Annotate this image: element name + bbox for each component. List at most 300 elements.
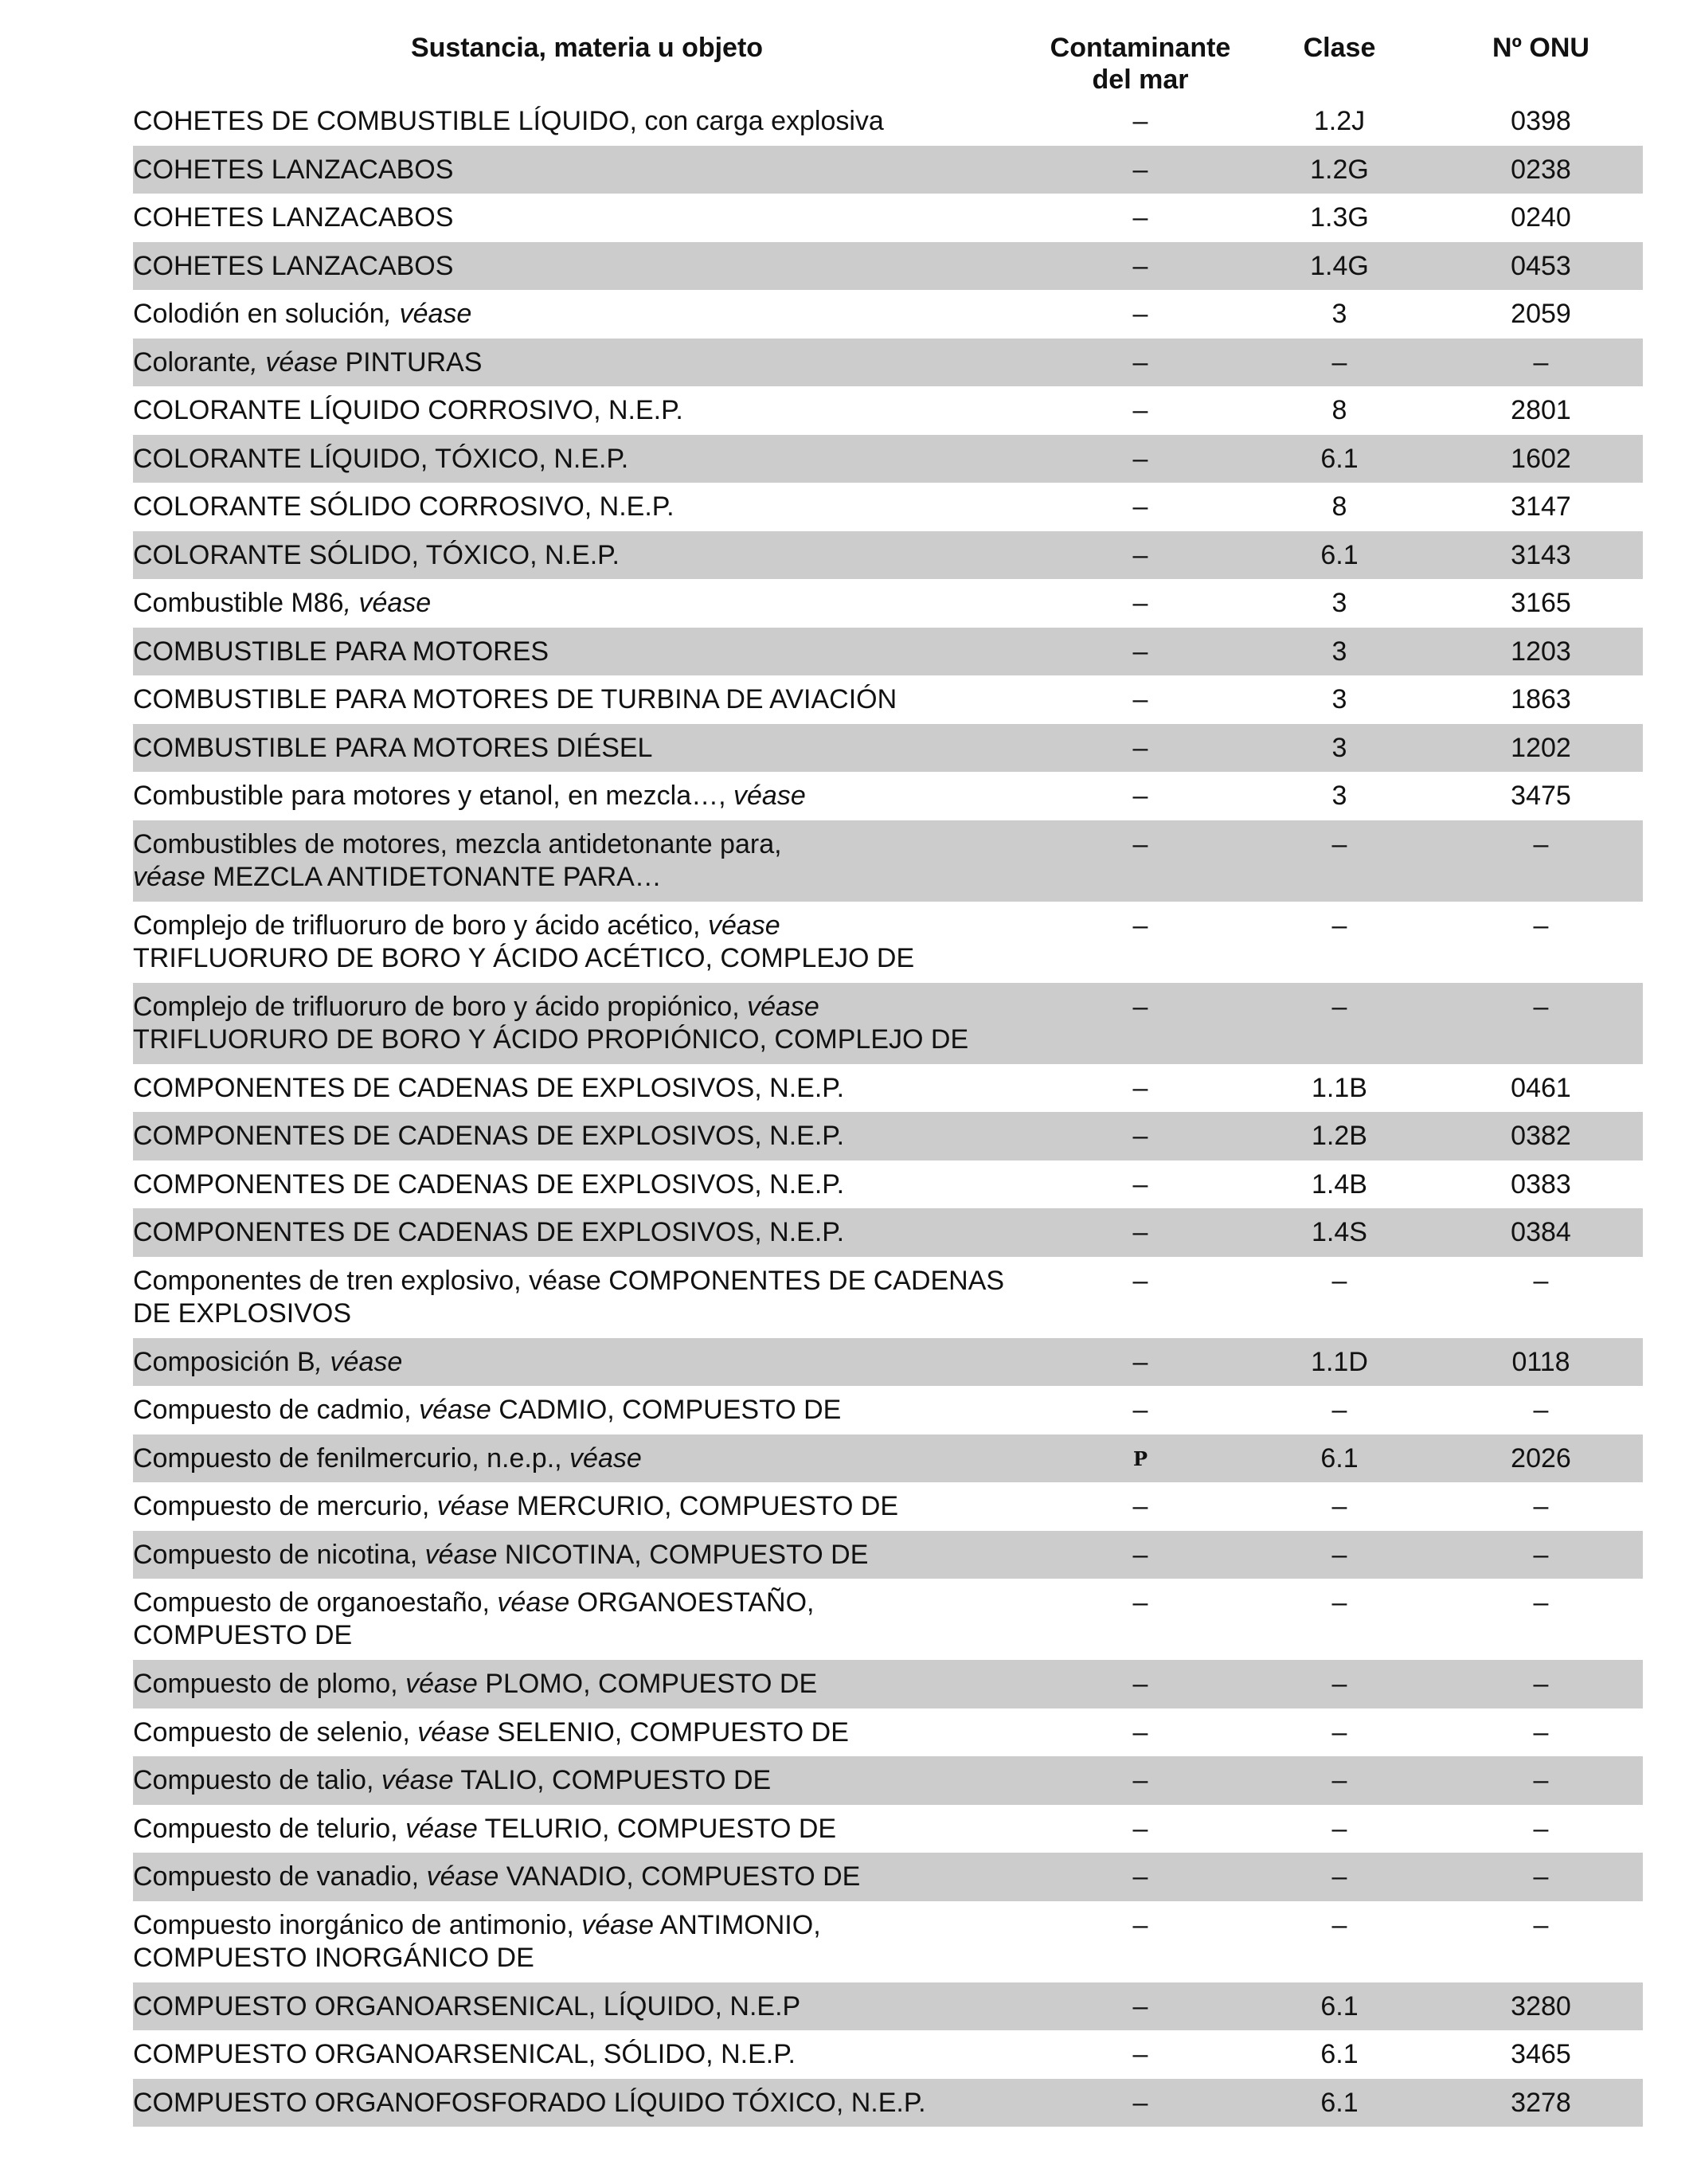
header-marine-pollutant: Contaminante del mar bbox=[1050, 33, 1231, 95]
cell-substance bbox=[133, 780, 1041, 820]
cell-substance bbox=[133, 1216, 1041, 1257]
cell-substance bbox=[133, 1909, 1041, 1982]
cell-substance bbox=[133, 1442, 1041, 1483]
cell-class: 6.1 bbox=[1320, 1442, 1359, 1474]
table-row bbox=[133, 1386, 1643, 1434]
cell-marine-pollutant: – bbox=[1132, 1395, 1148, 1425]
cell-un-number: – bbox=[1533, 1587, 1549, 1618]
cell-substance bbox=[133, 250, 1041, 291]
cell-substance bbox=[133, 1587, 1041, 1660]
table-row bbox=[133, 1338, 1643, 1387]
cell-un-number: 0384 bbox=[1511, 1217, 1571, 1247]
table-row bbox=[133, 290, 1643, 339]
substance-text: COMPUESTO DE bbox=[133, 1620, 353, 1650]
see-reference: véase bbox=[573, 1909, 654, 1940]
table-row bbox=[133, 1756, 1643, 1805]
substance-text: COMBUSTIBLE PARA MOTORES DIÉSEL bbox=[133, 732, 653, 763]
substance-text: COHETES LANZACABOS bbox=[133, 202, 454, 233]
reference-target: NICOTINA, COMPUESTO DE bbox=[497, 1539, 869, 1570]
table-header bbox=[133, 32, 1643, 97]
cell-substance bbox=[133, 1072, 1041, 1113]
cell-marine-pollutant: – bbox=[1132, 443, 1148, 474]
cell-substance bbox=[133, 910, 1041, 983]
table-row bbox=[133, 483, 1643, 531]
cell-substance bbox=[133, 202, 1041, 242]
substance-line bbox=[133, 636, 1041, 668]
substance-line bbox=[133, 828, 1041, 861]
cell-substance bbox=[133, 1265, 1041, 1338]
table-row bbox=[133, 1064, 1643, 1113]
substance-text: Compuesto de mercurio, bbox=[133, 1491, 430, 1521]
substance-line bbox=[133, 1619, 1041, 1652]
see-reference: véase bbox=[429, 1491, 510, 1521]
table-row bbox=[133, 2079, 1643, 2127]
table-row bbox=[133, 97, 1643, 146]
cell-class: – bbox=[1331, 1861, 1347, 1892]
substance-line bbox=[133, 1168, 1041, 1201]
cell-un-number: 0238 bbox=[1511, 154, 1571, 185]
cell-substance bbox=[133, 2087, 1041, 2127]
substance-text: DE EXPLOSIVOS bbox=[133, 1297, 351, 1329]
substance-text: COMPUESTO ORGANOARSENICAL, SÓLIDO, N.E.P. bbox=[133, 2039, 796, 2069]
see-reference: véase bbox=[397, 1813, 478, 1844]
reference-target: MEZCLA ANTIDETONANTE PARA… bbox=[205, 861, 662, 892]
substance-text: COMPONENTES DE CADENAS DE EXPLOSIVOS, N.E.P. bbox=[133, 1121, 845, 1151]
cell-class: – bbox=[1331, 910, 1347, 941]
cell-class: 1.3G bbox=[1310, 202, 1369, 233]
cell-class: – bbox=[1331, 1669, 1347, 1699]
cell-substance bbox=[133, 991, 1041, 1064]
substance-text: Compuesto de talio, bbox=[133, 1765, 374, 1795]
cell-marine-pollutant: – bbox=[1132, 636, 1148, 667]
table-row bbox=[133, 1160, 1643, 1209]
cell-class: 3 bbox=[1331, 732, 1347, 763]
cell-class: 6.1 bbox=[1320, 2039, 1359, 2069]
cell-class: 3 bbox=[1331, 684, 1347, 714]
cell-marine-pollutant: – bbox=[1132, 1121, 1148, 1151]
cell-class: 6.1 bbox=[1320, 539, 1359, 570]
substance-line bbox=[133, 2087, 1041, 2119]
cell-class: – bbox=[1331, 1587, 1347, 1618]
cell-marine-pollutant: – bbox=[1132, 491, 1148, 522]
cell-marine-pollutant: – bbox=[1132, 1587, 1148, 1618]
substance-text: COMPONENTES DE CADENAS DE EXPLOSIVOS, N.E.P. bbox=[133, 1217, 845, 1247]
substance-line bbox=[133, 202, 1041, 234]
substance-line bbox=[133, 910, 1041, 942]
cell-marine-pollutant: – bbox=[1132, 346, 1148, 378]
cell-class: 3 bbox=[1331, 781, 1347, 811]
substance-line bbox=[133, 1394, 1041, 1427]
table-row bbox=[133, 194, 1643, 242]
cell-un-number: – bbox=[1533, 1669, 1549, 1699]
cell-substance bbox=[133, 1813, 1041, 1853]
table-row bbox=[133, 386, 1643, 435]
substance-line bbox=[133, 1813, 1041, 1845]
cell-marine-pollutant: – bbox=[1132, 1491, 1148, 1521]
cell-marine-pollutant: – bbox=[1132, 1265, 1148, 1296]
cell-un-number: 0118 bbox=[1511, 1346, 1570, 1377]
reference-target: TELURIO, COMPUESTO DE bbox=[477, 1813, 837, 1844]
cell-un-number: – bbox=[1533, 1491, 1549, 1521]
substance-line bbox=[133, 1072, 1041, 1105]
cell-un-number: 1863 bbox=[1511, 684, 1571, 714]
cell-un-number: 0398 bbox=[1511, 106, 1571, 136]
substance-line bbox=[133, 154, 1041, 186]
cell-marine-pollutant: – bbox=[1132, 2039, 1148, 2069]
cell-marine-pollutant: – bbox=[1132, 539, 1148, 570]
cell-marine-pollutant: – bbox=[1132, 1813, 1148, 1844]
see-reference: véase bbox=[133, 861, 205, 892]
see-reference: véase bbox=[700, 910, 780, 941]
cell-class: – bbox=[1331, 1265, 1347, 1296]
substance-line bbox=[133, 1909, 1041, 1942]
cell-class: 1.4B bbox=[1312, 1168, 1367, 1200]
cell-marine-pollutant: – bbox=[1132, 1990, 1148, 2022]
cell-un-number: – bbox=[1533, 1909, 1549, 1940]
see-reference: , véase bbox=[315, 1346, 403, 1377]
cell-un-number: 0383 bbox=[1511, 1168, 1571, 1200]
substance-text: COLORANTE SÓLIDO, TÓXICO, N.E.P. bbox=[133, 539, 620, 570]
substance-text: Compuesto de nicotina, bbox=[133, 1539, 418, 1570]
reference-target: VANADIO, COMPUESTO DE bbox=[499, 1861, 861, 1892]
substance-text: COHETES DE COMBUSTIBLE LÍQUIDO, con carga explosiva bbox=[133, 106, 884, 136]
cell-substance bbox=[133, 587, 1041, 628]
substance-line bbox=[133, 780, 1041, 812]
cell-un-number: 3465 bbox=[1511, 2039, 1571, 2069]
substance-line bbox=[133, 491, 1041, 523]
cell-class: – bbox=[1331, 1491, 1347, 1521]
see-reference: véase bbox=[419, 1861, 499, 1892]
table-row bbox=[133, 628, 1643, 676]
cell-marine-pollutant: – bbox=[1132, 1861, 1148, 1892]
cell-un-number: 2801 bbox=[1511, 395, 1571, 425]
substance-text: COMBUSTIBLE PARA MOTORES bbox=[133, 636, 549, 667]
cell-class: – bbox=[1331, 828, 1347, 859]
cell-un-number: – bbox=[1533, 910, 1549, 941]
cell-class: 3 bbox=[1331, 636, 1347, 667]
cell-class: – bbox=[1331, 1765, 1347, 1795]
table-row bbox=[133, 435, 1643, 483]
substance-line bbox=[133, 1490, 1041, 1523]
substance-line bbox=[133, 1297, 1041, 1330]
substance-line bbox=[133, 1764, 1041, 1797]
substance-text: Compuesto inorgánico de antimonio, bbox=[133, 1909, 574, 1940]
cell-un-number: 3147 bbox=[1511, 491, 1571, 522]
cell-marine-pollutant: – bbox=[1132, 684, 1148, 714]
cell-substance bbox=[133, 298, 1041, 339]
cell-class: 8 bbox=[1331, 395, 1347, 425]
see-reference: véase bbox=[417, 1539, 498, 1570]
substance-text: Combustible M86 bbox=[133, 588, 344, 618]
substance-text: Compuesto de fenilmercurio, n.e.p., bbox=[133, 1442, 562, 1474]
cell-marine-pollutant: – bbox=[1132, 910, 1148, 941]
reference-target: PLOMO, COMPUESTO DE bbox=[477, 1669, 818, 1699]
header-un-number: Nº ONU bbox=[1492, 33, 1589, 63]
cell-marine-pollutant: – bbox=[1132, 1716, 1148, 1748]
table-row bbox=[133, 1805, 1643, 1853]
cell-class: 3 bbox=[1331, 299, 1347, 329]
cell-un-number: 2026 bbox=[1511, 1442, 1571, 1474]
substance-text: Combustible para motores y etanol, en mezcla…, bbox=[133, 781, 726, 811]
header-substance: Sustancia, materia u objeto bbox=[410, 33, 764, 63]
substance-text: Colorante bbox=[133, 346, 251, 378]
table-row bbox=[133, 1901, 1643, 1982]
substance-text: COMPUESTO INORGÁNICO DE bbox=[133, 1942, 534, 1973]
cell-un-number: 0240 bbox=[1511, 202, 1571, 233]
cell-class: – bbox=[1331, 1395, 1347, 1425]
see-reference: véase bbox=[489, 1587, 570, 1618]
cell-class: 1.4G bbox=[1310, 250, 1369, 281]
table-row bbox=[133, 1708, 1643, 1757]
dangerous-goods-index-page bbox=[133, 32, 1643, 2127]
cell-marine-pollutant: – bbox=[1132, 2087, 1148, 2118]
substance-line bbox=[133, 1587, 1041, 1619]
cell-substance bbox=[133, 1861, 1041, 1901]
table-row bbox=[133, 579, 1643, 628]
substance-line bbox=[133, 861, 1041, 894]
cell-substance bbox=[133, 1990, 1041, 2031]
cell-substance bbox=[133, 346, 1041, 387]
substance-line bbox=[133, 539, 1041, 572]
see-reference: véase bbox=[411, 1395, 491, 1425]
substance-line bbox=[133, 298, 1041, 331]
substance-line bbox=[133, 683, 1041, 716]
reference-target: PINTURAS bbox=[338, 346, 483, 378]
cell-substance bbox=[133, 1346, 1041, 1387]
cell-class: 6.1 bbox=[1320, 1990, 1359, 2022]
cell-marine-pollutant: – bbox=[1132, 781, 1148, 811]
substance-line bbox=[133, 1024, 1041, 1056]
cell-un-number: – bbox=[1533, 1861, 1549, 1892]
cell-marine-pollutant: – bbox=[1132, 202, 1148, 233]
cell-un-number: – bbox=[1533, 991, 1549, 1022]
table-row bbox=[133, 1853, 1643, 1901]
cell-class: – bbox=[1331, 346, 1347, 378]
table-row bbox=[133, 772, 1643, 820]
cell-class: 3 bbox=[1331, 588, 1347, 618]
cell-marine-pollutant: – bbox=[1132, 106, 1148, 136]
see-reference: véase bbox=[397, 1669, 478, 1699]
cell-substance bbox=[133, 1668, 1041, 1708]
cell-un-number: 3143 bbox=[1511, 539, 1571, 570]
substance-line bbox=[133, 443, 1041, 476]
reference-target: CADMIO, COMPUESTO DE bbox=[491, 1395, 842, 1425]
see-reference: véase bbox=[561, 1442, 642, 1474]
cell-un-number: 3165 bbox=[1511, 588, 1571, 618]
cell-substance bbox=[133, 683, 1041, 724]
see-reference: véase bbox=[725, 781, 806, 811]
cell-substance bbox=[133, 2038, 1041, 2079]
table-row bbox=[133, 675, 1643, 724]
cell-marine-pollutant: – bbox=[1132, 1765, 1148, 1795]
cell-substance bbox=[133, 154, 1041, 194]
cell-substance bbox=[133, 394, 1041, 435]
substance-text: COMPONENTES DE CADENAS DE EXPLOSIVOS, N.E.P. bbox=[133, 1072, 845, 1103]
cell-un-number: 1602 bbox=[1511, 443, 1571, 474]
cell-class: 6.1 bbox=[1320, 443, 1359, 474]
cell-class: – bbox=[1331, 1539, 1347, 1570]
table-row bbox=[133, 339, 1643, 387]
substance-line bbox=[133, 991, 1041, 1024]
cell-class: – bbox=[1331, 1716, 1347, 1748]
cell-substance bbox=[133, 1716, 1041, 1757]
substance-line bbox=[133, 394, 1041, 427]
cell-substance bbox=[133, 1490, 1041, 1531]
cell-marine-pollutant: – bbox=[1132, 395, 1148, 425]
table-row bbox=[133, 1112, 1643, 1160]
cell-substance bbox=[133, 1394, 1041, 1434]
cell-un-number: – bbox=[1533, 1716, 1549, 1748]
substance-line bbox=[133, 1668, 1041, 1701]
substance-line bbox=[133, 1120, 1041, 1153]
table-row bbox=[133, 820, 1643, 902]
table-row bbox=[133, 1531, 1643, 1579]
cell-marine-pollutant: – bbox=[1132, 1072, 1148, 1103]
cell-substance bbox=[133, 491, 1041, 531]
reference-target: MERCURIO, COMPUESTO DE bbox=[509, 1491, 899, 1521]
substance-text: COMBUSTIBLE PARA MOTORES DE TURBINA DE AVIACIÓN bbox=[133, 684, 897, 714]
reference-target: TALIO, COMPUESTO DE bbox=[453, 1765, 772, 1795]
substance-line bbox=[133, 1716, 1041, 1749]
reference-target: SELENIO, COMPUESTO DE bbox=[489, 1716, 849, 1748]
table-body bbox=[133, 97, 1643, 2127]
cell-marine-pollutant: – bbox=[1132, 1909, 1148, 1940]
substance-line bbox=[133, 1442, 1041, 1475]
cell-substance bbox=[133, 1764, 1041, 1805]
cell-un-number: 3280 bbox=[1511, 1990, 1571, 2022]
substance-text: TRIFLUORURO DE BORO Y ÁCIDO ACÉTICO, COMPLEJO DE bbox=[133, 942, 915, 973]
substance-text: COMPUESTO ORGANOFOSFORADO LÍQUIDO TÓXICO, N.E.P. bbox=[133, 2087, 926, 2118]
see-reference: véase bbox=[739, 991, 819, 1022]
substance-text: COLORANTE SÓLIDO CORROSIVO, N.E.P. bbox=[133, 491, 674, 522]
see-reference: véase bbox=[409, 1716, 490, 1748]
substance-line bbox=[133, 250, 1041, 283]
table-row bbox=[133, 1257, 1643, 1338]
see-reference: , véase bbox=[250, 346, 338, 378]
substance-text: TRIFLUORURO DE BORO Y ÁCIDO PROPIÓNICO, COMPLEJO DE bbox=[133, 1024, 969, 1055]
cell-substance bbox=[133, 1168, 1041, 1209]
table-row bbox=[133, 1434, 1643, 1483]
substance-line bbox=[133, 1942, 1041, 1975]
substance-text: Colodión en solución bbox=[133, 299, 385, 329]
substance-text: COHETES LANZACABOS bbox=[133, 250, 454, 281]
substance-text: Complejo de trifluoruro de boro y ácido propiónico, bbox=[133, 991, 740, 1022]
cell-class: – bbox=[1331, 1813, 1347, 1844]
table-row bbox=[133, 146, 1643, 194]
table-row bbox=[133, 724, 1643, 773]
cell-substance bbox=[133, 105, 1041, 146]
cell-substance bbox=[133, 828, 1041, 902]
cell-substance bbox=[133, 1120, 1041, 1160]
substance-line bbox=[133, 587, 1041, 620]
table-row bbox=[133, 242, 1643, 291]
header-class: Clase bbox=[1303, 33, 1376, 63]
table-row bbox=[133, 1579, 1643, 1660]
substance-line bbox=[133, 346, 1041, 379]
cell-class: – bbox=[1331, 1909, 1347, 1940]
cell-marine-pollutant: – bbox=[1132, 154, 1148, 185]
substance-text: COMPONENTES DE CADENAS DE EXPLOSIVOS, N.E.P. bbox=[133, 1168, 845, 1200]
substance-line bbox=[133, 1861, 1041, 1893]
cell-class: 6.1 bbox=[1320, 2087, 1359, 2118]
substance-text: Composición B bbox=[133, 1346, 315, 1377]
cell-class: 8 bbox=[1331, 491, 1347, 522]
substance-line bbox=[133, 1990, 1041, 2023]
cell-un-number: 2059 bbox=[1511, 299, 1571, 329]
see-reference: , véase bbox=[384, 299, 472, 329]
substance-line bbox=[133, 1346, 1041, 1379]
substance-line bbox=[133, 942, 1041, 975]
substance-text: Complejo de trifluoruro de boro y ácido acético, bbox=[133, 910, 701, 941]
substance-line bbox=[133, 732, 1041, 765]
cell-un-number: – bbox=[1533, 1265, 1549, 1296]
cell-class: 1.2G bbox=[1310, 154, 1369, 185]
substance-text: COLORANTE LÍQUIDO CORROSIVO, N.E.P. bbox=[133, 395, 683, 425]
cell-marine-pollutant: – bbox=[1132, 250, 1148, 281]
cell-marine-pollutant: – bbox=[1132, 1217, 1148, 1247]
cell-un-number: 1203 bbox=[1511, 636, 1571, 667]
substance-text: Compuesto de vanadio, bbox=[133, 1861, 420, 1892]
cell-substance bbox=[133, 1539, 1041, 1579]
cell-marine-pollutant: – bbox=[1132, 828, 1148, 859]
cell-un-number: 0453 bbox=[1511, 250, 1571, 281]
cell-class: 1.4S bbox=[1312, 1217, 1367, 1247]
substance-line bbox=[133, 1539, 1041, 1571]
cell-substance bbox=[133, 443, 1041, 483]
substance-line bbox=[133, 105, 1041, 138]
table-row bbox=[133, 1482, 1643, 1531]
substance-text: Compuesto de telurio, bbox=[133, 1813, 398, 1844]
cell-class: 1.1B bbox=[1312, 1072, 1367, 1103]
cell-un-number: 0461 bbox=[1511, 1072, 1571, 1103]
substance-line bbox=[133, 2038, 1041, 2071]
cell-un-number: – bbox=[1533, 1539, 1549, 1570]
cell-marine-pollutant: – bbox=[1132, 299, 1148, 329]
table-row bbox=[133, 2030, 1643, 2079]
table-row bbox=[133, 531, 1643, 580]
substance-text: COHETES LANZACABOS bbox=[133, 154, 454, 185]
cell-class: 1.2J bbox=[1313, 106, 1366, 136]
cell-substance bbox=[133, 539, 1041, 580]
cell-un-number: – bbox=[1533, 1395, 1549, 1425]
substance-text: Compuesto de cadmio, bbox=[133, 1395, 412, 1425]
cell-marine-pollutant: – bbox=[1132, 1346, 1148, 1377]
cell-un-number: 3475 bbox=[1511, 781, 1571, 811]
table-row bbox=[133, 1982, 1643, 2031]
substance-text: COMPUESTO ORGANOARSENICAL, LÍQUIDO, N.E.P bbox=[133, 1990, 801, 2022]
see-reference: , véase bbox=[343, 588, 432, 618]
cell-class: 1.1D bbox=[1311, 1346, 1368, 1377]
see-reference: véase bbox=[373, 1765, 454, 1795]
reference-target: ANTIMONIO, bbox=[653, 1909, 821, 1940]
table-row bbox=[133, 983, 1643, 1064]
cell-marine-pollutant: – bbox=[1132, 1669, 1148, 1699]
cell-marine-pollutant: – bbox=[1132, 1168, 1148, 1200]
substance-line bbox=[133, 1216, 1041, 1249]
cell-substance bbox=[133, 732, 1041, 773]
cell-un-number: – bbox=[1533, 1813, 1549, 1844]
substance-text: Combustibles de motores, mezcla antidetonante para, bbox=[133, 828, 782, 859]
table-row bbox=[133, 902, 1643, 983]
substance-text: COLORANTE LÍQUIDO, TÓXICO, N.E.P. bbox=[133, 443, 629, 474]
cell-un-number: – bbox=[1533, 346, 1549, 378]
substance-text: Compuesto de selenio, bbox=[133, 1716, 410, 1748]
cell-un-number: – bbox=[1533, 1765, 1549, 1795]
substance-text: Compuesto de plomo, bbox=[133, 1669, 398, 1699]
substance-text: Componentes de tren explosivo, véase COMPONENTES DE CADENAS bbox=[133, 1265, 1005, 1296]
cell-un-number: 3278 bbox=[1511, 2087, 1571, 2118]
cell-marine-pollutant: – bbox=[1132, 732, 1148, 763]
